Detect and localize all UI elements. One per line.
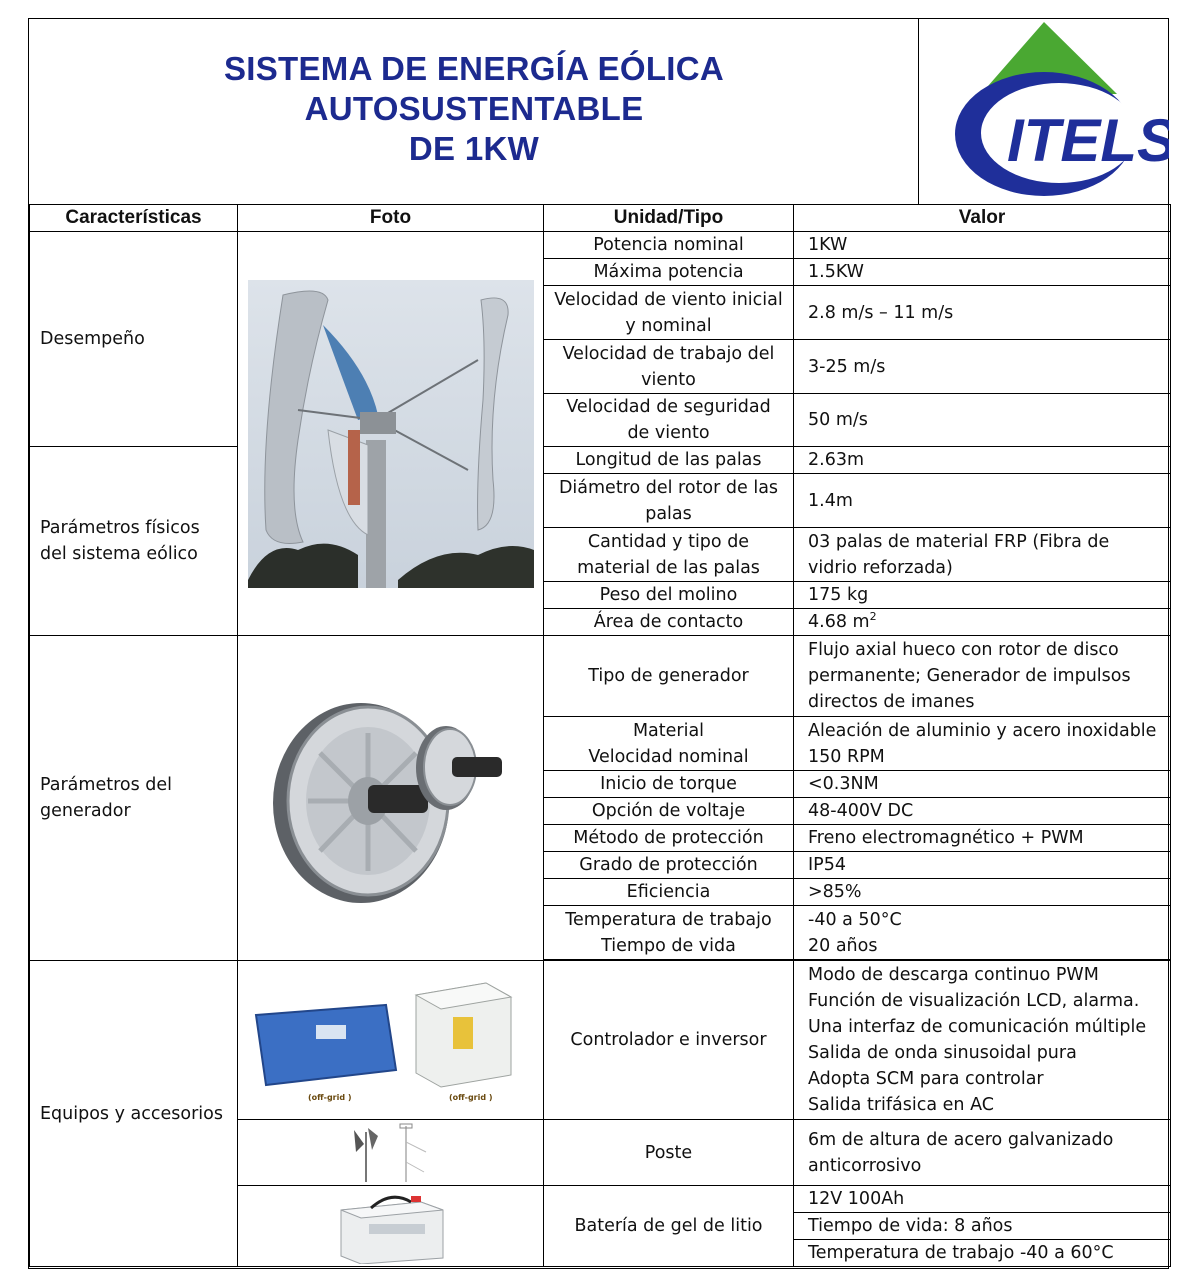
logo-text: ITELS <box>1007 107 1169 174</box>
value-cell: <0.3NM <box>794 771 1171 798</box>
value-cell: 48-400V DC <box>794 798 1171 825</box>
value-line: Modo de descarga continuo PWM <box>808 965 1099 985</box>
section-equipos: Equipos y accesorios <box>30 961 238 1267</box>
value-line: Una interfaz de comunicación múltiple <box>808 1017 1147 1037</box>
section-line: Parámetros físicos <box>40 518 200 538</box>
unit-cell: Máxima potencia <box>544 259 794 286</box>
value-cell <box>794 717 1171 771</box>
unit-cell: Área de contacto <box>544 609 794 636</box>
wind-turbine-image <box>248 280 534 588</box>
section-line: generador <box>40 801 131 821</box>
unit-cell: Inicio de torque <box>544 771 794 798</box>
value-cell: 12V 100Ah <box>794 1186 1171 1213</box>
unit-cell: Opción de voltaje <box>544 798 794 825</box>
unit-cell: Longitud de las palas <box>544 447 794 474</box>
value-cell: 1.4m <box>794 474 1171 528</box>
value-cell: Freno electromagnético + PWM <box>794 825 1171 852</box>
unit-line: material de las palas <box>577 557 760 578</box>
photo-battery <box>238 1186 544 1267</box>
title-line-2: AUTOSUSTENTABLE <box>304 90 644 127</box>
value-cell: Tiempo de vida: 8 años <box>794 1213 1171 1240</box>
value-line: directos de imanes <box>808 692 975 712</box>
unit-cell: Peso del molino <box>544 582 794 609</box>
unit-line: Cantidad y tipo de <box>587 531 750 552</box>
value-line: vidrio reforzada) <box>808 557 953 578</box>
value-cell: >85% <box>794 879 1171 906</box>
value-line: Salida de onda sinusoidal pura <box>808 1043 1077 1063</box>
table-row <box>30 232 1171 259</box>
title-line-1: SISTEMA DE ENERGÍA EÓLICA <box>223 50 725 87</box>
offgrid-label: (off-grid ) <box>448 1093 493 1102</box>
controller-inverter-image <box>246 975 536 1105</box>
value-cell <box>794 1120 1171 1186</box>
value-line: -40 a 50°C <box>808 909 902 930</box>
unit-line: Velocidad de trabajo del <box>562 343 775 364</box>
unit-cell: Eficiencia <box>544 879 794 906</box>
value-line: 150 RPM <box>808 746 885 767</box>
unit-line: y nominal <box>625 315 712 336</box>
unit-line: Velocidad de seguridad <box>566 397 771 417</box>
value-cell: 2.63m <box>794 447 1171 474</box>
section-line: Parámetros del <box>40 775 173 795</box>
unit-cell <box>544 474 794 528</box>
table-row <box>30 961 1171 1120</box>
col-header: Características <box>30 205 238 232</box>
title-line-3: DE 1KW <box>408 130 540 167</box>
value-line: 03 palas de material FRP (Fibra de <box>808 531 1110 552</box>
unit-line: Material <box>632 720 705 741</box>
unit-line: Temperatura de trabajo <box>565 909 772 930</box>
value-cell: 1.5KW <box>794 259 1171 286</box>
unit-line: viento <box>641 369 696 390</box>
offgrid-label: (off-grid ) <box>307 1093 352 1102</box>
photo-wind-turbine <box>238 232 544 636</box>
section-fisicos <box>30 447 238 636</box>
value-line: Adopta SCM para controlar <box>808 1069 1044 1089</box>
generator-image <box>256 683 526 913</box>
value-cell: 2.8 m/s – 11 m/s <box>794 286 1171 340</box>
value-cell: 1KW <box>794 232 1171 259</box>
unit-cell <box>544 528 794 582</box>
page-title <box>29 49 919 169</box>
unit-line: Velocidad de viento inicial <box>554 289 783 310</box>
unit-cell: Poste <box>544 1120 794 1186</box>
unit-cell <box>544 906 794 960</box>
unit-line: Tiempo de vida <box>601 935 736 956</box>
value-line: permanente; Generador de impulsos <box>808 666 1131 686</box>
battery-image <box>331 1188 451 1264</box>
value-cell <box>794 961 1171 1120</box>
section-desempeno: Desempeño <box>30 232 238 447</box>
spec-sheet <box>28 18 1169 1269</box>
pole-image <box>336 1122 446 1184</box>
value-cell: 175 kg <box>794 582 1171 609</box>
unit-cell: Potencia nominal <box>544 232 794 259</box>
value-cell <box>794 609 1171 636</box>
unit-cell: Controlador e inversor <box>544 961 794 1120</box>
value-line: anticorrosivo <box>808 1155 922 1176</box>
unit-line: Diámetro del rotor de las <box>558 477 779 498</box>
table-row <box>30 447 1171 474</box>
unit-cell: Método de protección <box>544 825 794 852</box>
col-header: Valor <box>794 205 1171 232</box>
spec-table <box>29 204 1171 1267</box>
photo-controller-inverter <box>238 961 544 1120</box>
unit-line: Velocidad nominal <box>588 746 749 767</box>
photo-generator <box>238 636 544 961</box>
value-cell: Temperatura de trabajo -40 a 60°C <box>794 1240 1171 1267</box>
col-header: Unidad/Tipo <box>544 205 794 232</box>
value-line: 6m de altura de acero galvanizado <box>808 1129 1114 1150</box>
value-cell: 3-25 m/s <box>794 340 1171 394</box>
value-cell: IP54 <box>794 852 1171 879</box>
value-line: 20 años <box>808 935 878 956</box>
table-header-row <box>30 205 1171 232</box>
unit-cell <box>544 286 794 340</box>
value-line: Flujo axial hueco con rotor de disco <box>808 640 1119 660</box>
unit-cell: Tipo de generador <box>544 636 794 717</box>
photo-pole <box>238 1120 544 1186</box>
unit-cell: Grado de protección <box>544 852 794 879</box>
col-header: Foto <box>238 205 544 232</box>
section-generador <box>30 636 238 961</box>
value-cell <box>794 636 1171 717</box>
value-cell <box>794 528 1171 582</box>
section-line: del sistema eólico <box>40 544 198 564</box>
itels-logo <box>919 19 1169 204</box>
value-text: 4.68 m <box>808 612 870 632</box>
value-line: Función de visualización LCD, alarma. <box>808 991 1140 1011</box>
value-cell <box>794 906 1171 960</box>
value-cell: 50 m/s <box>794 394 1171 447</box>
unit-line: de viento <box>627 423 710 443</box>
value-line: Salida trifásica en AC <box>808 1095 994 1115</box>
logo-cell <box>918 19 1169 204</box>
unit-cell: Batería de gel de litio <box>544 1186 794 1267</box>
unit-cell <box>544 340 794 394</box>
table-row <box>30 636 1171 717</box>
unit-line: palas <box>645 503 692 524</box>
header <box>29 19 1170 204</box>
value-line: Aleación de aluminio y acero inoxidable <box>808 720 1157 741</box>
unit-cell <box>544 717 794 771</box>
value-superscript: 2 <box>869 610 877 624</box>
unit-cell <box>544 394 794 447</box>
